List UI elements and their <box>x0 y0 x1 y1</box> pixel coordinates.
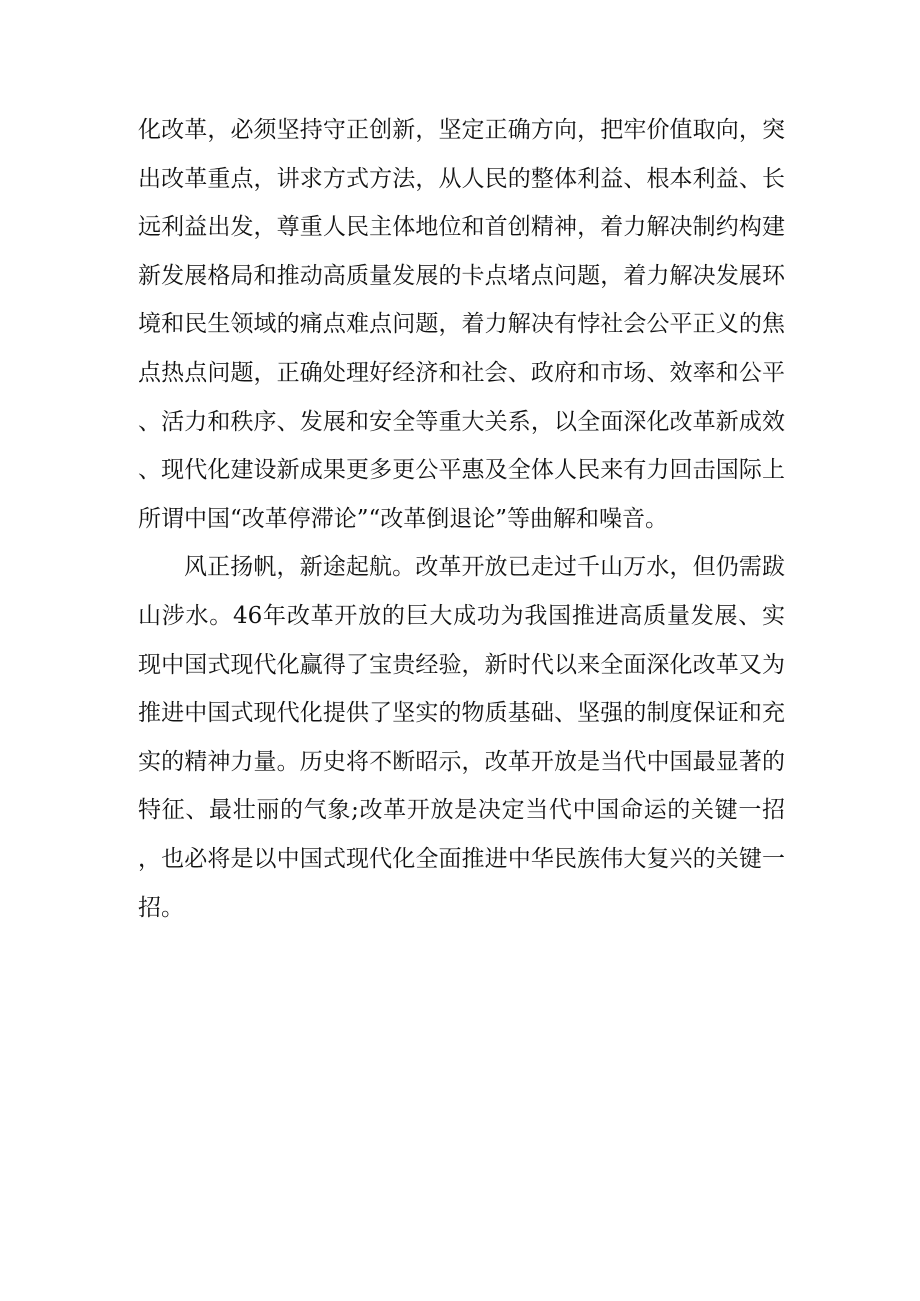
body-text <box>138 106 785 932</box>
paragraph-2: 风正扬帆，新途起航。改革开放已走过千山万水，但仍需跋山涉水。46年改革开放的巨大成功为我国推进高质量发展、实现中国式现代化赢得了宝贵经验，新时代以来全面深化改革又为推进中国式现代化提供了坚实的物质基础、坚强的制度保证和充实的精神力量。历史将不断昭示，改革开放是当代中国最显著的特征、最壮丽的气象;改革开放是决定当代中国命运的关键一招，也必将是以中国式现代化全面推进中华民族伟大复兴的关键一招。 <box>138 554 785 921</box>
paragraph-1: 化改革，必须坚持守正创新，坚定正确方向，把牢价值取向，突出改革重点，讲求方式方法，从人民的整体利益、根本利益、长远利益出发，尊重人民主体地位和首创精神，着力解决制约构建新发展格局和推动高质量发展的卡点堵点问题，着力解决发展环境和民生领域的痛点难点问题，着力解决有悖社会公平正义的焦点热点问题，正确处理好经济和社会、政府和市场、效率和公平、活力和秩序、发展和安全等重大关系，以全面深化改革新成效、现代化建设新成果更多更公平惠及全体人民来有力回击国际上所谓中国“改革停滞论”“改革倒退论”等曲解和噪音。 <box>138 117 785 532</box>
